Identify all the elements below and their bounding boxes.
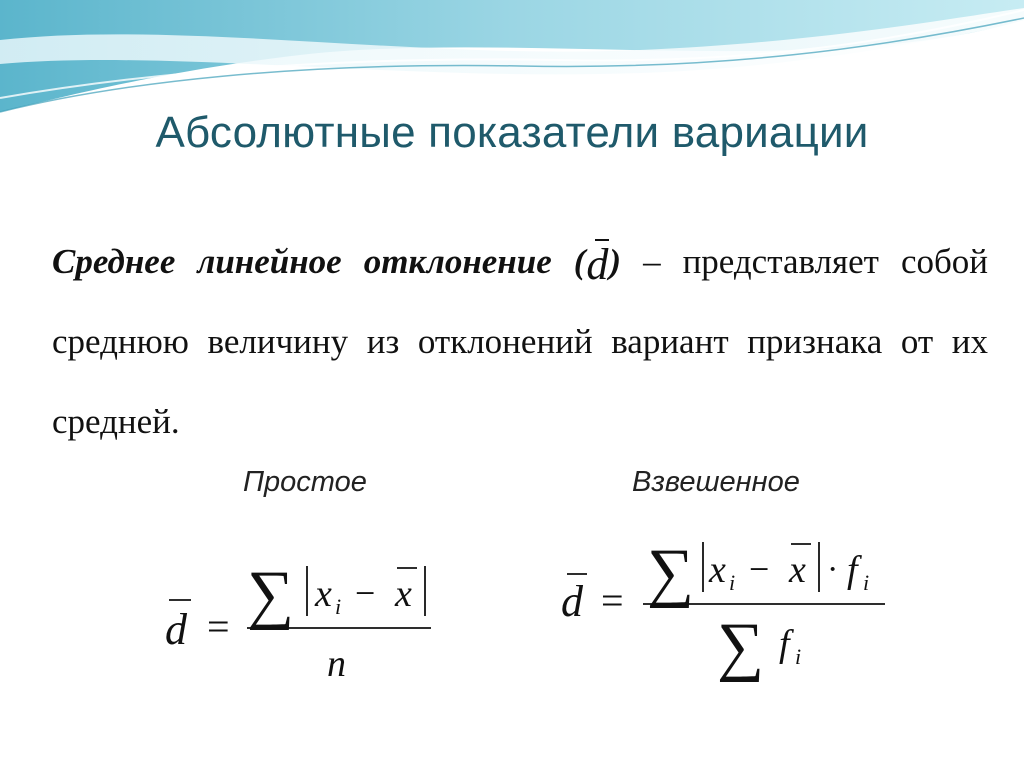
dot-operator: · bbox=[827, 551, 839, 588]
mean-x: x bbox=[395, 573, 412, 615]
definition-text: – представляет собой среднюю величину из отклонений вариант признака от их средней. bbox=[52, 242, 989, 441]
definition-term: Среднее линейное отклонение bbox=[52, 242, 552, 281]
mean-deviation-symbol: d bbox=[586, 240, 609, 289]
equals-sign: = bbox=[601, 578, 624, 623]
sum-sign: ∑ bbox=[647, 536, 695, 609]
equals-sign: = bbox=[207, 604, 230, 649]
formula-weighted bbox=[555, 528, 895, 693]
formula-lhs: d bbox=[165, 605, 187, 654]
variable-x: x bbox=[709, 549, 726, 591]
definition-open-paren: ( bbox=[573, 242, 586, 281]
den-weight-index: i bbox=[795, 644, 802, 669]
definition-close-paren: ) bbox=[609, 242, 622, 281]
den-weight-f: f bbox=[779, 623, 790, 665]
den-sum-sign: ∑ bbox=[717, 610, 765, 683]
denominator-n: n bbox=[327, 643, 346, 685]
mean-x: x bbox=[789, 549, 806, 591]
minus-sign: − bbox=[355, 573, 376, 613]
caption-simple: Простое bbox=[243, 466, 367, 498]
variable-index: i bbox=[335, 594, 342, 619]
slide-title: Абсолютные показатели вариации bbox=[155, 108, 869, 157]
caption-weighted: Взвешенное bbox=[632, 466, 800, 498]
definition-paragraph bbox=[52, 222, 988, 462]
sum-sign: ∑ bbox=[247, 558, 295, 631]
weight-f: f bbox=[847, 549, 858, 591]
variable-x: x bbox=[315, 573, 332, 615]
weight-index: i bbox=[863, 570, 870, 595]
variable-index: i bbox=[729, 570, 736, 595]
formula-lhs: d bbox=[561, 577, 583, 626]
formula-simple bbox=[155, 548, 455, 693]
minus-sign: − bbox=[749, 549, 770, 589]
